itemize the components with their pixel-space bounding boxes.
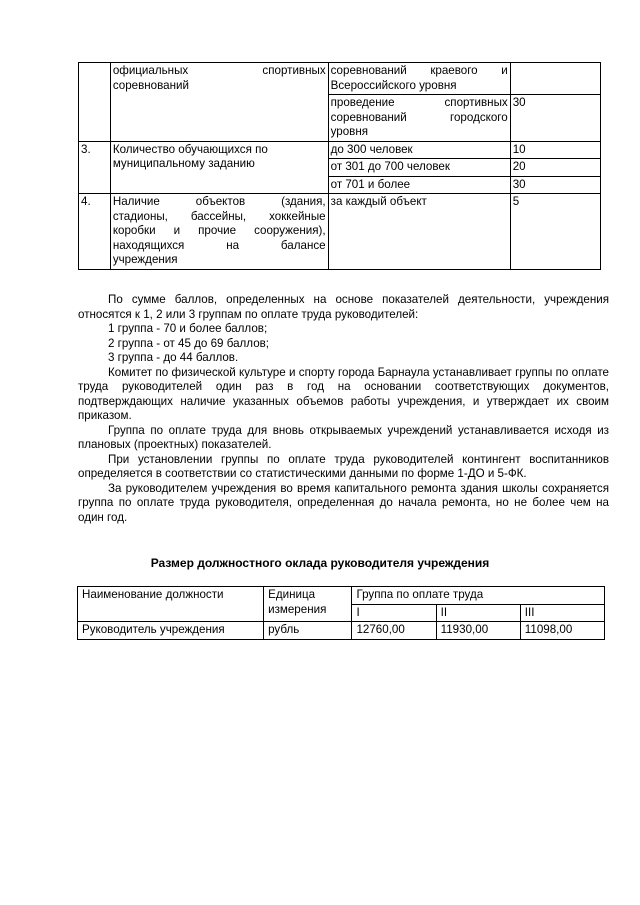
paragraph: При установлении группы по оплате труда руководителей контингент воспитанников определяется в соответствии со статистическими данными по форме 1-ДО и 5-ФК.	[78, 452, 609, 480]
cell-text: коробки и прочие сооружения),	[112, 224, 326, 237]
cell-text: Всероссийского уровня	[330, 78, 457, 92]
paragraph: Группа по оплате труда для вновь открываемых учреждений устанавливается исходя из плановых (проектных) показателей.	[78, 423, 609, 451]
table-row	[78, 587, 605, 605]
table-cell: 30	[510, 176, 600, 194]
table-cell	[328, 63, 510, 95]
table-cell: от 701 и более	[328, 176, 510, 194]
table-cell: 30	[510, 95, 600, 142]
table-cell: 12760,00	[352, 622, 436, 640]
group-item: 1 группа - 70 и более баллов;	[108, 322, 268, 335]
header-cell: Группа по оплате труда	[352, 587, 605, 605]
table-cell	[110, 194, 328, 270]
table-cell: от 301 до 700 человек	[328, 159, 510, 177]
table-row	[79, 141, 601, 159]
header-cell: III	[520, 604, 604, 622]
paragraph: За руководителем учреждения во время капитального ремонта здания школы сохраняется группа по оплате труда руководителя, определенная до начала ремонта, но не более чем на один год.	[78, 481, 609, 524]
cell-text: проведение спортивных	[330, 96, 508, 109]
table-cell: 11930,00	[436, 622, 520, 640]
table-cell: 11098,00	[520, 622, 604, 640]
table-cell	[110, 141, 328, 194]
cell-text: стадионы, бассейны, хоккейные	[112, 209, 326, 223]
cell-text: соревнований краевого и	[330, 64, 508, 77]
cell-text: соревнований	[112, 78, 189, 92]
table-cell: 10	[510, 141, 600, 159]
table-cell: рубль	[264, 622, 352, 640]
group-item: 2 группа - от 45 до 69 баллов;	[108, 336, 270, 350]
table-cell: Руководитель учреждения	[78, 622, 264, 640]
table-row	[78, 622, 605, 640]
cell-text: официальных спортивных	[112, 64, 326, 77]
cell-text: Единица	[268, 588, 316, 601]
table-cell	[510, 63, 600, 95]
cell-text: учреждения	[112, 253, 178, 266]
header-cell: Наименование должности	[78, 587, 264, 622]
group-criteria-table	[78, 62, 601, 270]
cell-text: уровня	[330, 125, 369, 138]
cell-text: соревнований городского	[330, 110, 508, 124]
table-cell: 4.	[79, 194, 111, 270]
table-cell	[79, 63, 111, 142]
table-cell	[110, 63, 328, 142]
paragraph: По сумме баллов, определенных на основе показателей деятельности, учреждения относятся к 1, 2 или 3 группам по оплате труда руководителей:	[78, 293, 609, 321]
section-heading: Размер должностного оклада руководителя учреждения	[150, 556, 490, 570]
cell-text: муниципальному заданию	[112, 157, 255, 170]
table-cell: до 300 человек	[328, 141, 510, 159]
table-cell: 5	[510, 194, 600, 270]
cell-text: Наличие объектов (здания,	[112, 195, 326, 208]
group-item: 3 группа - до 44 баллов.	[108, 351, 239, 364]
table-cell: 3.	[79, 141, 111, 194]
table-row	[79, 194, 601, 270]
table-cell	[328, 95, 510, 142]
body-text	[78, 293, 609, 525]
cell-text: Количество обучающихся по	[112, 142, 268, 156]
table-cell: за каждый объект	[328, 194, 510, 270]
cell-text: находящихся на балансе	[112, 238, 326, 252]
header-cell: II	[436, 604, 520, 622]
paragraph: Комитет по физической культуре и спорту города Барнаула устанавливает группы по оплате труда руководителей один раз в год на основании соответствующих документов, подтверждающих наличие указанных объемов работы учреждения, и утверждает их своим приказом.	[78, 365, 609, 422]
header-cell	[264, 587, 352, 622]
header-cell: I	[352, 604, 436, 622]
salary-table	[77, 586, 605, 640]
table-cell: 20	[510, 159, 600, 177]
cell-text: измерения	[268, 602, 327, 616]
table-row	[79, 63, 601, 95]
